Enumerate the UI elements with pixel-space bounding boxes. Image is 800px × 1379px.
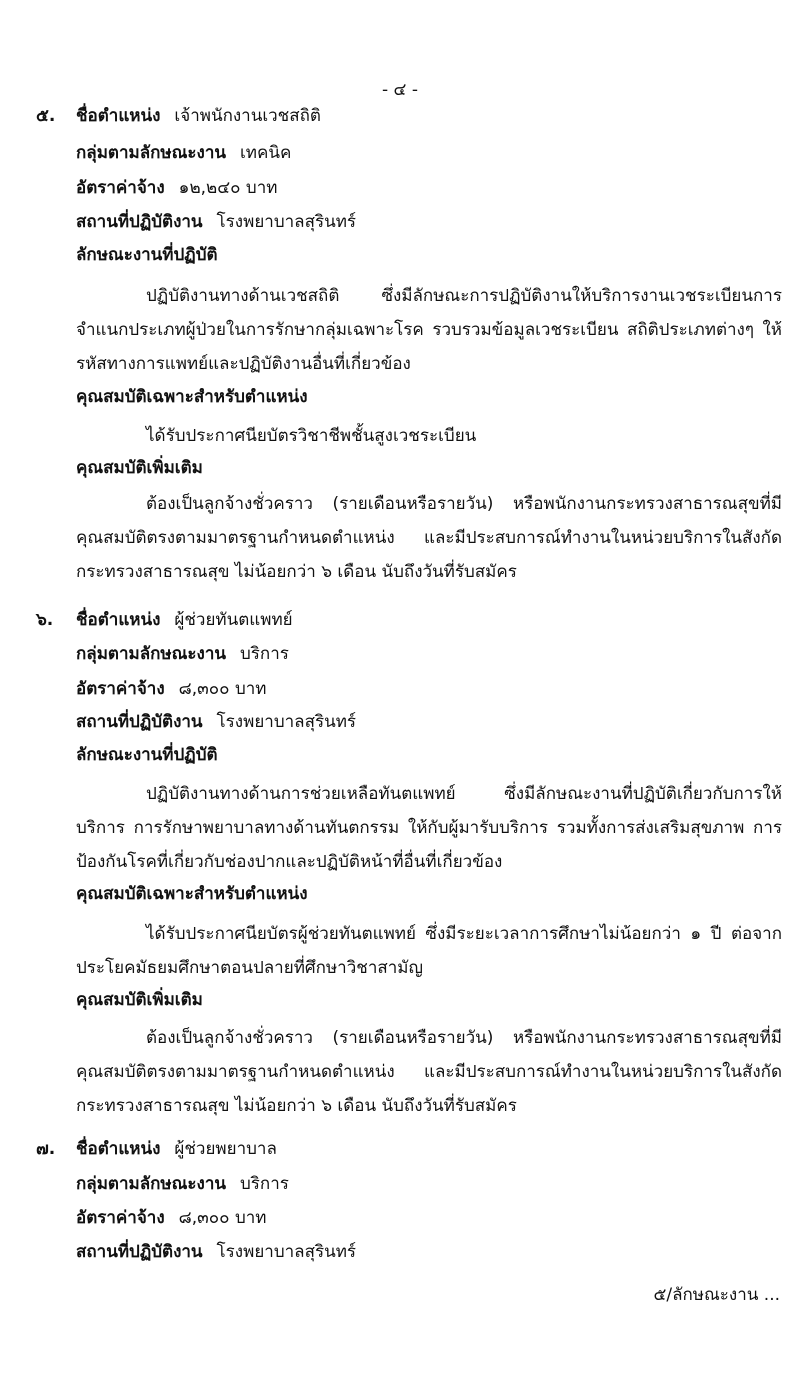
duties-paragraph bbox=[76, 279, 782, 381]
wage-row bbox=[76, 677, 267, 701]
position-name-label: ชื่อตำแหน่ง bbox=[76, 1139, 161, 1159]
duties-text: ปฏิบัติงานทางด้านเวชสถิติ ซึ่งมีลักษณะการปฏิบัติงานให้บริการงานเวชระเบียนการจำแนกประเภทผู้ป่วยในการรักษากลุ่มเฉพาะโรค รวบรวมข้อมูลเวชระเบียน สถิติประเภทต่างๆ ให้รหัสทางการแพทย์และปฏิบัติงานอื่นที่เกี่ยวข้อง bbox=[76, 286, 782, 374]
workplace-label: สถานที่ปฏิบัติงาน bbox=[76, 212, 203, 232]
workplace-label: สถานที่ปฏิบัติงาน bbox=[76, 1242, 203, 1262]
wage-row bbox=[76, 176, 277, 200]
specific-qual-heading: คุณสมบัติเฉพาะสำหรับตำแหน่ง bbox=[76, 387, 308, 407]
work-group-row bbox=[76, 141, 291, 165]
position-name-row bbox=[76, 608, 293, 632]
wage-label: อัตราค่าจ้าง bbox=[76, 679, 165, 699]
duties-heading: ลักษณะงานที่ปฏิบัติ bbox=[76, 745, 218, 765]
specific-qual-paragraph bbox=[76, 419, 782, 453]
work-group-value: บริการ bbox=[240, 1174, 289, 1194]
work-group-label: กลุ่มตามลักษณะงาน bbox=[76, 644, 226, 664]
position-name-row bbox=[76, 104, 321, 128]
position-number: ๕. bbox=[36, 106, 56, 126]
wage-value: ๘,๓๐๐ บาท bbox=[178, 1208, 267, 1228]
workplace-value: โรงพยาบาลสุรินทร์ bbox=[216, 1242, 357, 1262]
position-number: ๗. bbox=[36, 1139, 56, 1159]
specific-qual-heading: คุณสมบัติเฉพาะสำหรับตำแหน่ง bbox=[76, 884, 308, 904]
specific-qual-paragraph bbox=[76, 917, 782, 985]
wage-label: อัตราค่าจ้าง bbox=[76, 178, 165, 198]
additional-qual-paragraph bbox=[76, 487, 782, 589]
workplace-row bbox=[76, 1240, 356, 1264]
specific-qual-text: ได้รับประกาศนียบัตรผู้ช่วยทันตแพทย์ ซึ่งมีระยะเวลาการศึกษาไม่น้อยกว่า ๑ ปี ต่อจากประโยคมัธยมศึกษาตอนปลายที่ศึกษาวิชาสามัญ bbox=[76, 924, 782, 978]
work-group-row bbox=[76, 1172, 289, 1196]
position-name-value: ผู้ช่วยทันตแพทย์ bbox=[174, 610, 293, 630]
workplace-row bbox=[76, 210, 356, 234]
wage-value: ๑๒,๒๔๐ บาท bbox=[178, 178, 278, 198]
work-group-label: กลุ่มตามลักษณะงาน bbox=[76, 1174, 226, 1194]
position-name-value: ผู้ช่วยพยาบาล bbox=[174, 1139, 277, 1159]
position-number: ๖. bbox=[36, 610, 54, 630]
specific-qual-text: ได้รับประกาศนียบัตรวิชาชีพชั้นสูงเวชระเบียน bbox=[146, 426, 477, 446]
page-number: - ๔ - bbox=[382, 80, 418, 100]
wage-value: ๘,๓๐๐ บาท bbox=[178, 679, 267, 699]
additional-qual-text: ต้องเป็นลูกจ้างชั่วคราว (รายเดือนหรือรายวัน) หรือพนักงานกระทรวงสาธารณสุขที่มีคุณสมบัติตรงตามมาตรฐานกำหนดตำแหน่ง และมีประสบการณ์ทำงานในหน่วยบริการในสังกัดกระทรวงสาธารณสุข ไม่น้อยกว่า ๖ เดือน นับถึงวันที่รับสมัคร bbox=[76, 494, 782, 582]
work-group-row bbox=[76, 642, 289, 666]
position-name-value: เจ้าพนักงานเวชสถิติ bbox=[174, 106, 321, 126]
duties-paragraph bbox=[76, 777, 782, 879]
workplace-value: โรงพยาบาลสุรินทร์ bbox=[216, 712, 357, 732]
duties-heading: ลักษณะงานที่ปฏิบัติ bbox=[76, 245, 218, 265]
wage-label: อัตราค่าจ้าง bbox=[76, 1208, 165, 1228]
duties-text: ปฏิบัติงานทางด้านการช่วยเหลือทันตแพทย์ ซึ่งมีลักษณะงานที่ปฏิบัติเกี่ยวกับการให้บริการ การรักษาพยาบาลทางด้านทันตกรรม ให้กับผู้มารับบริการ รวมทั้งการส่งเสริมสุขภาพ การป้องกันโรคที่เกี่ยวกับช่องปากและปฏิบัติหน้าที่อื่นที่เกี่ยวข้อง bbox=[76, 784, 782, 872]
workplace-row bbox=[76, 710, 356, 734]
position-name-row bbox=[76, 1137, 277, 1161]
workplace-label: สถานที่ปฏิบัติงาน bbox=[76, 712, 203, 732]
work-group-value: บริการ bbox=[240, 644, 289, 664]
work-group-value: เทคนิค bbox=[240, 143, 292, 163]
additional-qual-heading: คุณสมบัติเพิ่มเติม bbox=[76, 990, 203, 1010]
wage-row bbox=[76, 1206, 267, 1230]
workplace-value: โรงพยาบาลสุรินทร์ bbox=[216, 212, 357, 232]
additional-qual-heading: คุณสมบัติเพิ่มเติม bbox=[76, 458, 203, 478]
continuation-note: ๕/ลักษณะงาน ... bbox=[653, 1285, 780, 1305]
position-name-label: ชื่อตำแหน่ง bbox=[76, 106, 161, 126]
work-group-label: กลุ่มตามลักษณะงาน bbox=[76, 143, 226, 163]
additional-qual-text: ต้องเป็นลูกจ้างชั่วคราว (รายเดือนหรือรายวัน) หรือพนักงานกระทรวงสาธารณสุขที่มีคุณสมบัติตรงตามมาตรฐานกำหนดตำแหน่ง และมีประสบการณ์ทำงานในหน่วยบริการในสังกัดกระทรวงสาธารณสุข ไม่น้อยกว่า ๖ เดือน นับถึงวันที่รับสมัคร bbox=[76, 1028, 782, 1116]
additional-qual-paragraph bbox=[76, 1021, 782, 1123]
position-name-label: ชื่อตำแหน่ง bbox=[76, 610, 161, 630]
